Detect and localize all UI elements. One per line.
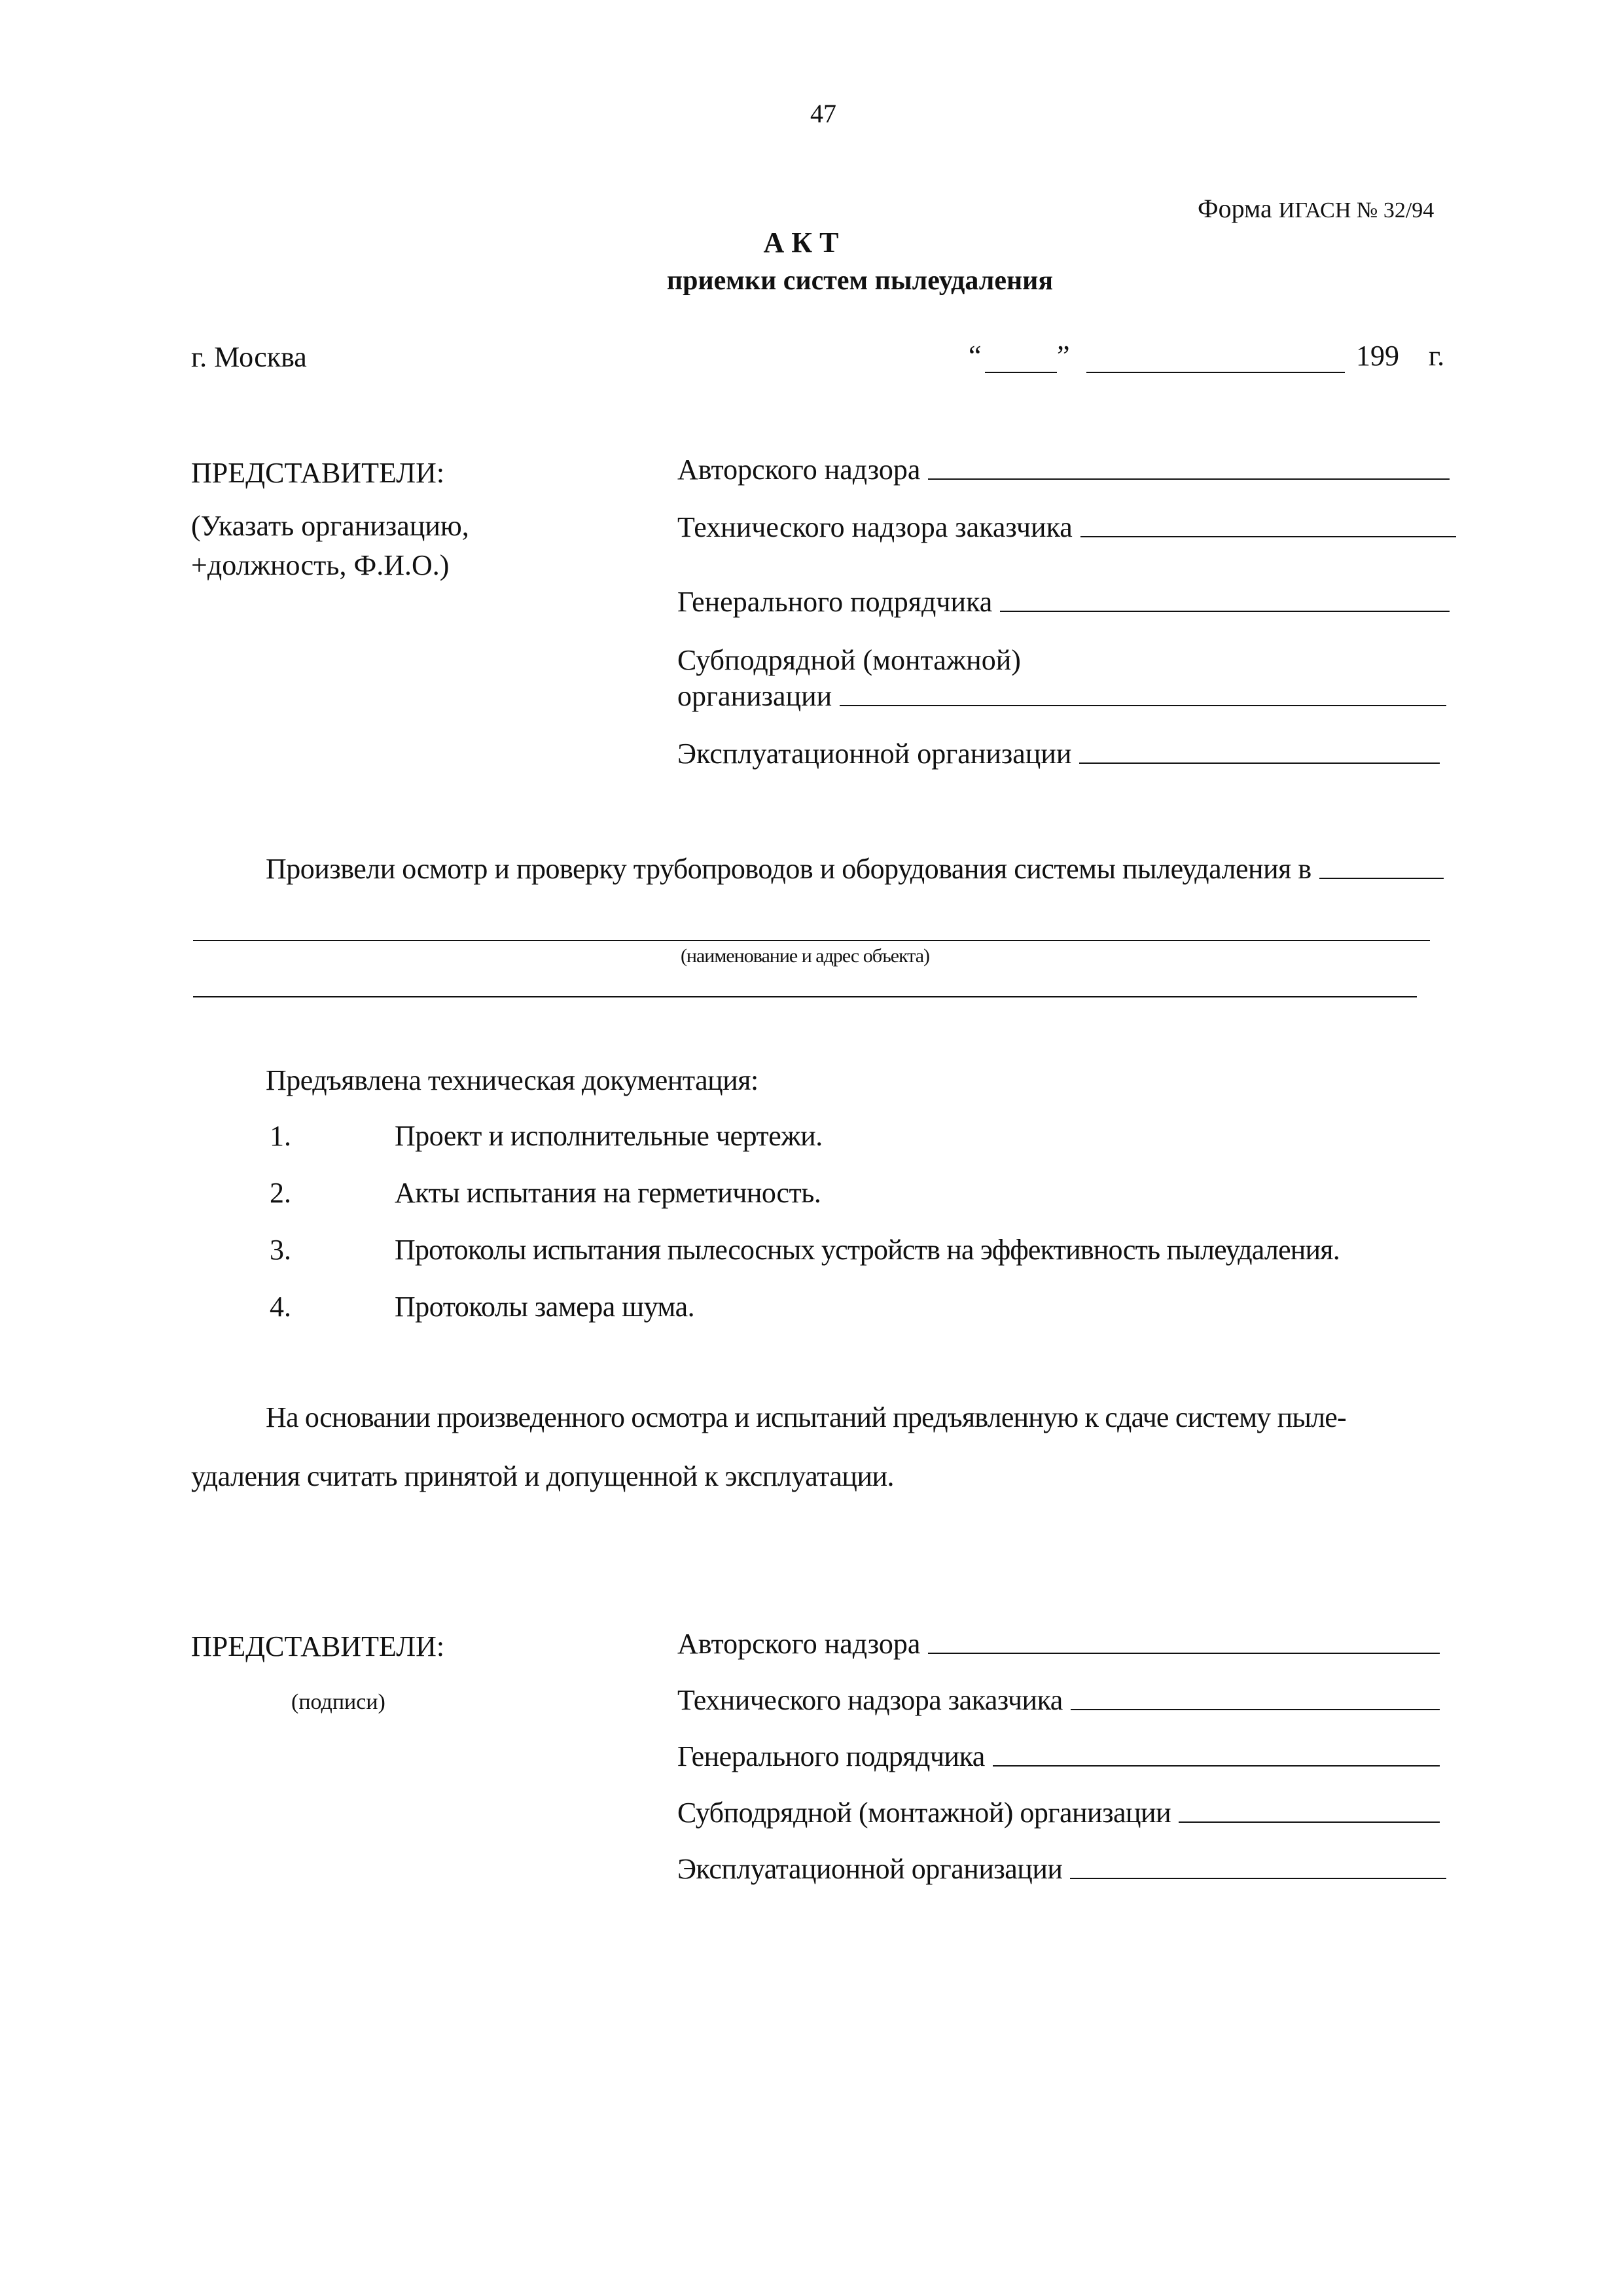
signature-row-author-supervision [677, 1627, 1440, 1660]
form-label: Форма [1198, 194, 1272, 223]
signature-label: Технического надзора заказчика [677, 1684, 1063, 1716]
rep-row-technical-supervision [677, 511, 1456, 544]
form-code [1198, 193, 1434, 224]
rep-signature-field[interactable] [928, 478, 1450, 480]
rep-label: Генерального подрядчика [677, 586, 993, 618]
document-item-number: 1. [270, 1120, 291, 1152]
city: г. Москва [191, 341, 307, 373]
document-item-number: 2. [270, 1177, 291, 1209]
conclusion-line1: На основании произведенного осмотра и испытаний предъявленную к сдаче систему пыле- [266, 1401, 1346, 1433]
signatures-note: (подписи) [291, 1690, 385, 1714]
signature-field[interactable] [1179, 1821, 1440, 1823]
document-title: А К Т [763, 226, 839, 259]
rep-row-author-supervision [677, 453, 1450, 486]
date-quote-open: “ [969, 340, 982, 372]
document-item-number: 4. [270, 1291, 291, 1323]
conclusion-line2: удаления считать принятой и допущенной к эксплуатации. [191, 1460, 895, 1492]
rep-row-subcontractor [677, 679, 1446, 713]
signatures-heading: ПРЕДСТАВИТЕЛИ: [191, 1630, 445, 1662]
rep-row-operating-org [677, 737, 1440, 770]
rep-signature-field[interactable] [1000, 611, 1450, 612]
form-number: ИГАСН № 32/94 [1278, 198, 1435, 223]
signature-field[interactable] [928, 1653, 1440, 1654]
representatives-note-line1: (Указать организацию, [191, 510, 469, 542]
date-year: 199 [1356, 340, 1399, 372]
rep-signature-field[interactable] [1080, 536, 1456, 537]
object-address-caption: (наименование и адрес объекта) [680, 945, 930, 967]
date-year-suffix: г. [1429, 340, 1445, 372]
inspection-text: Произвели осмотр и проверку трубопроводов и оборудования системы пылеудаления в [266, 853, 1311, 885]
signature-row-subcontractor [677, 1796, 1440, 1829]
rep-label: Технического надзора заказчика [677, 511, 1073, 543]
object-field-start[interactable] [1319, 878, 1444, 879]
signature-label: Субподрядной (монтажной) организации [677, 1797, 1171, 1829]
signature-field[interactable] [1070, 1878, 1446, 1879]
inspection-row [266, 852, 1444, 886]
representatives-note-line2: +должность, Ф.И.О.) [191, 549, 450, 581]
representatives-heading: ПРЕДСТАВИТЕЛИ: [191, 457, 445, 489]
date-quote-close: ” [1057, 340, 1070, 372]
signature-label: Эксплуатационной организации [677, 1853, 1063, 1885]
document-subtitle: приемки систем пылеудаления [666, 266, 1054, 296]
document-item-number: 3. [270, 1234, 291, 1266]
rep-label: Эксплуатационной организации [677, 738, 1072, 770]
page-number: 47 [810, 99, 836, 128]
document-item-text: Протоколы испытания пылесосных устройств на эффективность пылеудаления. [395, 1234, 1340, 1266]
signature-row-operating-org [677, 1852, 1446, 1886]
signature-field[interactable] [1071, 1709, 1440, 1710]
signature-label: Авторского надзора [677, 1628, 921, 1660]
rep-label: Авторского надзора [677, 454, 921, 486]
object-address-field-1[interactable] [193, 940, 1430, 941]
rep-label-subcontractor: Субподрядной (монтажной) [677, 644, 1021, 676]
signature-row-technical-supervision [677, 1683, 1440, 1717]
date-month-field[interactable] [1086, 372, 1345, 373]
documents-heading: Предъявлена техническая документация: [266, 1064, 758, 1096]
rep-signature-field[interactable] [840, 705, 1446, 706]
signature-row-general-contractor [677, 1740, 1440, 1773]
date-day-field[interactable] [985, 372, 1057, 373]
rep-label: организации [677, 680, 832, 712]
signature-label: Генерального подрядчика [677, 1740, 985, 1772]
document-item-text: Протоколы замера шума. [395, 1291, 695, 1323]
rep-row-general-contractor [677, 585, 1450, 619]
document-item-text: Проект и исполнительные чертежи. [395, 1120, 823, 1152]
document-item-text: Акты испытания на герметичность. [395, 1177, 821, 1209]
object-address-field-2[interactable] [193, 996, 1417, 997]
rep-signature-field[interactable] [1079, 762, 1440, 764]
signature-field[interactable] [993, 1765, 1440, 1767]
